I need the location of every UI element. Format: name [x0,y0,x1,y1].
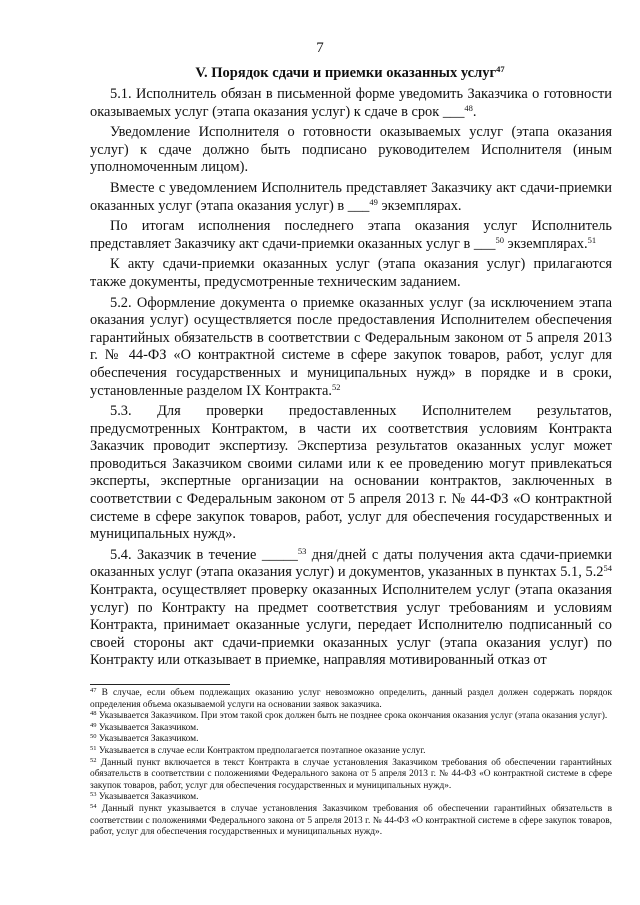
footnote-ref: 47 [496,64,505,74]
footnote-text: В случае, если объем подлежащих оказанию услуг невозможно определить, данный раздел должен содержать порядок определения объема оказываемой услуги на основании заявок заказчика. [90,688,612,710]
footnote-text: Указывается Заказчиком. [96,722,199,733]
footnote-52 [90,758,612,793]
footnote-number: 51 [90,744,97,752]
footnote-47 [90,688,612,711]
footnote-text: Данный пункт включается в текст Контракта в случае установления Заказчиком требования об обеспечении гарантийных обязательств в соответствии с положениями Федерального закона от 5 апреля 2013 г. № 44-ФЗ «О контрактной системе в сфере закупок товаров, работ, услуг для обеспечения государственных и муниципальных нужд». [90,757,612,791]
paragraph-final-stage [90,218,612,253]
footnote-ref: 48 [464,102,473,113]
paragraph-text: 5.1. Исполнитель обязан в письменной форме уведомить Заказчика о готовности оказываемых услуг (этапа оказания услуг) к сдаче в срок ___ [90,86,612,120]
footnote-text: Указывается в случае если Контрактом предполагается поэтапное оказание услуг. [96,745,426,756]
paragraph-text: 5.4. Заказчик в течение _____ [110,546,298,563]
paragraph-text: . [472,103,477,120]
page-number: 7 [316,40,324,56]
footnote-54 [90,804,612,839]
footnote-number: 48 [90,710,97,718]
footnote-number: 53 [90,791,97,799]
paragraph-text: По итогам исполнения последнего этапа оказания услуг Исполнитель представляет Заказчику акт сдачи-приемки оказанных услуг в ___ [90,218,612,252]
footnote-50 [90,734,612,746]
footnote-ref: 52 [331,381,341,392]
paragraph-text: экземплярах. [503,235,588,252]
paragraph-text: Контракта, осуществляет проверку оказанных Исполнителем услуг (этапа оказания услуг) по Контракту на предмет соответствия услуг требованиям и условиям Контракта, принимает оказанные услуги, передает Исполнителю подписанный со своей стороны акт сдачи-приемки оказанных услуг (этапа оказания услуг) по Контракту или отказывает в приемке, направляя мотивированный отказ от [90,582,612,669]
section-title-text: V. Порядок сдачи и приемки оказанных услуг [195,65,497,81]
footnote-text: Указывается Заказчиком. При этом такой срок должен быть не позднее срока окончания оказания услуг (этапа оказания услуг). [96,711,608,722]
paragraph-5-3 [90,403,612,544]
footnotes [90,688,612,839]
footnote-ref: 51 [587,234,597,245]
footnote-ref: 50 [495,234,504,245]
paragraph-attachments [90,256,612,291]
footnote-48 [90,711,612,723]
paragraph-text: 5.3. Для проверки предоставленных Исполнителем результатов, предусмотренных Контрактом, в части их соответствия условиям Контракта Заказчик проводит экспертизу. Экспертиза результатов оказанных услуг может проводиться Заказчиком своими силами или к ее проведению могут привлекаться эксперты, экспертные организации на основании контрактов, заключенных в соответствии с Федеральным законом от 5 апреля 2013 г. № 44-ФЗ «О контрактной системе в сфере закупок товаров, работ, услуг для обеспечения государственных и муниципальных нужд». [90,403,612,543]
paragraph-text: Вместе с уведомлением Исполнитель представляет Заказчику акт сдачи-приемки оказанных услуг (этапа оказания услуг) в ___ [90,179,612,214]
footnote-divider [90,684,230,685]
footnote-ref: 49 [369,196,378,207]
footnote-text: Данный пункт указывается в случае установления Заказчиком требования об обеспечении гарантийных обязательств в соответствии с положениями Федерального закона от 5 апреля 2013 г. № 44-ФЗ «О контрактной системе в сфере закупок товаров, работ, услуг для обеспечения государственных и муниципальных нужд». [90,803,612,838]
paragraph-5-2 [90,295,612,401]
paragraph-text: экземплярах. [377,197,462,214]
footnote-ref: 53 [297,545,307,556]
footnote-ref: 54 [603,563,612,574]
footnote-text: Указывается Заказчиком. [96,792,199,803]
section-title [90,64,610,82]
paragraph-text: 5.2. Оформление документа о приемке оказанных услуг (за исключением этапа оказания услуг) осуществляется после предоставления Исполнителем обеспечения гарантийных обязательств в соответствии с Федеральным законом от 5 апреля 2013 г. № 44-ФЗ «О контрактной системе в сфере закупок товаров, работ, услуг для обеспечения государственных и муниципальных нужд» в порядке и в сроки, установленные разделом IX Контракта. [90,294,612,399]
footnote-number: 47 [90,687,97,694]
footnote-53 [90,792,612,804]
footnote-number: 54 [90,802,97,810]
paragraph-notice [90,124,612,177]
footnote-51 [90,746,612,758]
paragraph-text: дня/дней с даты получения акта сдачи-приемки оказанных услуг (этапа оказания услуг) и документов, указанных в пунктах 5.1, 5.2 [90,546,612,581]
paragraph-5-4 [90,547,612,670]
paragraph-5-1 [90,86,612,121]
footnote-number: 49 [90,721,97,729]
paragraph-text: Уведомление Исполнителя о готовности оказываемых услуг (этапа оказания услуг) к сдаче должно быть подписано руководителем Исполнителя (иным уполномоченным лицом). [90,124,612,176]
footnote-number: 52 [90,756,97,764]
section-body [90,86,612,673]
paragraph-text: К акту сдачи-приемки оказанных услуг (этапа оказания услуг) прилагаются также документы, предусмотренные техническим заданием. [90,256,612,290]
footnote-text: Указывается Заказчиком. [96,734,199,745]
paragraph-act-copies [90,180,612,215]
footnote-49 [90,723,612,735]
footnote-number: 50 [90,733,97,741]
